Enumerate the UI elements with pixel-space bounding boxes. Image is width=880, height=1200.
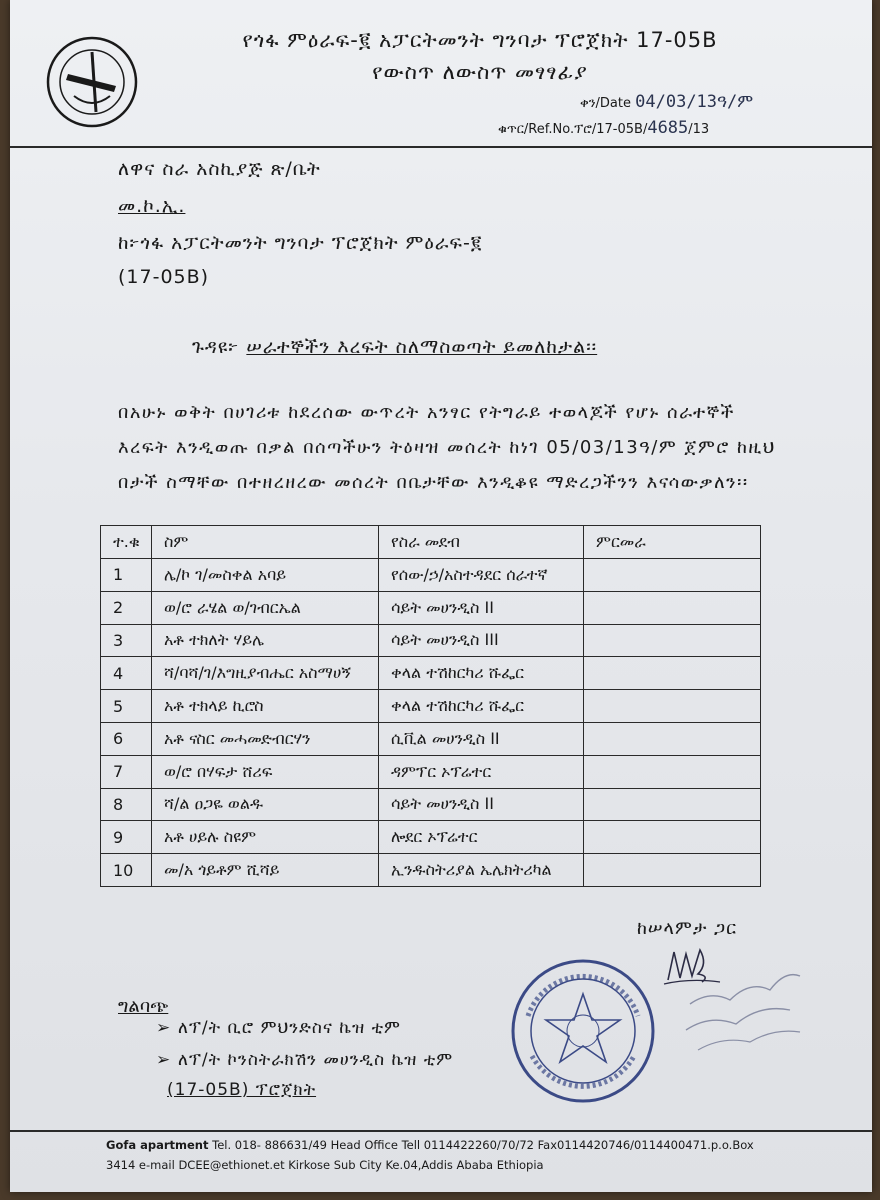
header-title: የጎፋ ምዕራፍ-፪ አፓርትመንት ግንባታ ፕሮጀክት 17-05B <box>242 28 718 52</box>
cell-remark <box>584 722 761 755</box>
cell-position: ሳይት መሀንዲስ II <box>379 591 584 624</box>
cell-number: 3 <box>101 624 152 657</box>
footer-line-2: 3414 e-mail DCEE@ethionet.et Kirkose Sub City Ke.04,Addis Ababa Ethiopia <box>106 1158 544 1172</box>
cell-remark <box>584 755 761 788</box>
addressee-line-3: ከ፦ጎፋ አፓርትመንት ግንባታ ፕሮጀክት ምዕራፍ-፪ <box>118 232 483 254</box>
cell-name: አቶ ተክለት ሃይሌ <box>152 624 379 657</box>
header-divider <box>10 146 872 148</box>
cell-number: 9 <box>101 821 152 854</box>
handwritten-signature <box>650 940 810 1060</box>
ref-suffix: /13 <box>688 122 710 137</box>
cc-project: (17-05B) ፕሮጀክት <box>167 1080 317 1100</box>
cell-position: ቀላል ተሽከርካሪ ሹፌር <box>379 690 584 723</box>
cell-position: ሎደር ኦፕሬተር <box>379 821 584 854</box>
date-value: 04/03/13ዓ/ም <box>635 92 754 112</box>
cell-remark <box>584 591 761 624</box>
addressee-line-2: መ.ኮ.ኢ. <box>118 195 186 217</box>
cc-item-1 <box>156 1018 401 1038</box>
cell-name: አቶ ናስር መሓመድብርሃን <box>152 722 379 755</box>
column-header-position: የስራ መደብ <box>379 526 584 559</box>
official-stamp <box>508 956 658 1106</box>
cell-name: ሻ/ባሻ/ገ/እግዚያብሔር አስማሀኝ <box>152 657 379 690</box>
table-row <box>101 624 761 657</box>
table-body <box>101 559 761 887</box>
cell-number: 4 <box>101 657 152 690</box>
addressee-line-4: (17-05B) <box>118 266 210 288</box>
cell-name: አቶ ተክላይ ኪሮስ <box>152 690 379 723</box>
cell-number: 6 <box>101 722 152 755</box>
date-line <box>580 92 753 112</box>
cell-position: ሳይት መሀንዲስ III <box>379 624 584 657</box>
date-label: ቀን/Date <box>580 96 631 111</box>
table-row <box>101 657 761 690</box>
arrow-bullet-icon: ➢ <box>156 1018 172 1038</box>
arrow-bullet-icon: ➢ <box>156 1050 172 1070</box>
cell-name: ወ/ሮ በሃፍታ ሸሪፍ <box>152 755 379 788</box>
cell-name: አቶ ሀይሉ ስዩም <box>152 821 379 854</box>
table-row <box>101 755 761 788</box>
table-row <box>101 788 761 821</box>
ref-number: 4685 <box>647 118 689 138</box>
table-row <box>101 821 761 854</box>
cc-item-1-text: ለፕ/ት ቢሮ ምህንድስና ኬዝ ቲም <box>178 1018 401 1038</box>
cell-number: 8 <box>101 788 152 821</box>
footer-line-1 <box>106 1138 754 1152</box>
footer-contacts: Tel. 018- 886631/49 Head Office Tell 0114422260/70/72 Fax0114420746/0114400471.p.o.Box <box>208 1138 754 1152</box>
column-header-remark: ምርመራ <box>584 526 761 559</box>
cell-number: 7 <box>101 755 152 788</box>
cell-remark <box>584 854 761 887</box>
table-row <box>101 854 761 887</box>
header-subtitle: የውስጥ ለውስጥ መፃፃፊያ <box>372 60 588 84</box>
cell-remark <box>584 559 761 592</box>
cell-remark <box>584 690 761 723</box>
cell-position: ሳይት መሀንዲስ II <box>379 788 584 821</box>
ref-label: ቁጥር/Ref.No.ፕሮ/17-05B/ <box>498 122 648 137</box>
table-header-row <box>101 526 761 559</box>
table-row <box>101 559 761 592</box>
table-row <box>101 722 761 755</box>
column-header-name: ስም <box>152 526 379 559</box>
table-row <box>101 591 761 624</box>
cell-name: ሻ/ል ዐጋዬ ወልዱ <box>152 788 379 821</box>
footer-company: Gofa apartment <box>106 1138 209 1152</box>
table-row <box>101 690 761 723</box>
subject-line <box>192 336 597 358</box>
cc-title: ግልባጭ <box>118 996 169 1017</box>
reference-line <box>498 118 709 138</box>
cell-name: መ/አ ጎይቶም ሺሻይ <box>152 854 379 887</box>
subject-label: ጉዳዩ፦ <box>192 336 240 358</box>
addressee-line-1: ለዋና ስራ አስኪያጅ ጽ/ቤት <box>118 158 321 180</box>
body-paragraph: በአሁኑ ወቅት በሀገሪቱ ከደረሰው ውጥረት አንፃር የትግራይ ተወላጆች የሆኑ ሰራተኞች እረፍት እንዲወጡ በቃል በሰጣችሁን ትዕዛዝ መሰረት ከነገ 05/03/13ዓ/ም ጀምሮ ከዚህ በታች ስማቸው በተዘረዘረው መሰረት በቤታቸው እንዲቆዩ ማድረጋችንን እናሳውቃለን፡፡ <box>118 402 776 493</box>
cell-remark <box>584 821 761 854</box>
cc-item-2-text: ለፕ/ት ኮንስትራክሽን መሀንዲስ ኬዝ ቲም <box>178 1050 454 1070</box>
cell-position: የሰው/ኃ/አስተዳደር ሰራተኛ <box>379 559 584 592</box>
cell-position: ሲቪል መሀንዲስ II <box>379 722 584 755</box>
employee-table <box>100 525 761 887</box>
cell-number: 10 <box>101 854 152 887</box>
cell-remark <box>584 624 761 657</box>
company-logo <box>44 34 140 130</box>
cell-position: ዳምፕር ኦፕሬተር <box>379 755 584 788</box>
letter-page <box>10 0 872 1192</box>
cell-number: 2 <box>101 591 152 624</box>
cell-remark <box>584 788 761 821</box>
closing-salutation: ከሠላምታ ጋር <box>637 918 738 939</box>
cell-name: ሌ/ኮ ገ/መስቀል አባይ <box>152 559 379 592</box>
cell-remark <box>584 657 761 690</box>
footer-divider <box>10 1130 872 1132</box>
cell-number: 1 <box>101 559 152 592</box>
cell-position: ቀላል ተሽከርካሪ ሹፌር <box>379 657 584 690</box>
subject-text: ሠራተኞችን እረፍት ስለማስወጣት ይመለከታል፡፡ <box>246 336 598 358</box>
cell-number: 5 <box>101 690 152 723</box>
cell-position: ኢንዱስትሪያል ኤሌክትሪካል <box>379 854 584 887</box>
cell-name: ወ/ሮ ራሄል ወ/ገብርኤል <box>152 591 379 624</box>
cc-item-2 <box>156 1050 453 1070</box>
column-header-number: ተ.ቁ <box>101 526 152 559</box>
